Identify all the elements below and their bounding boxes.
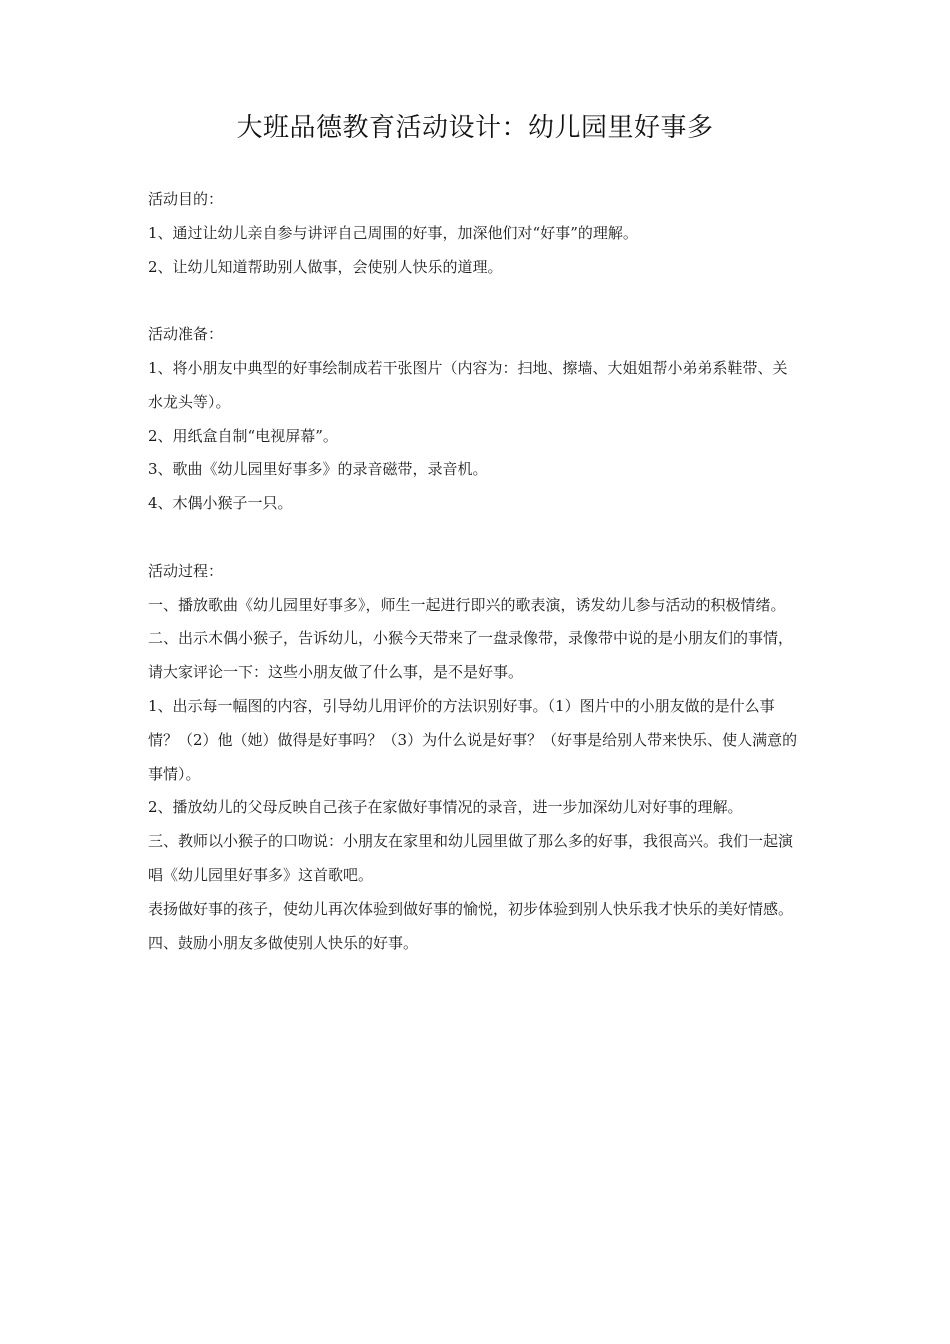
process-item: 2、播放幼儿的父母反映自己孩子在家做好事情况的录音，进一步加深幼儿对好事的理解。 [148,798,743,817]
process-item: 四、鼓励小朋友多做使别人快乐的好事。 [148,933,419,952]
document-body [148,183,800,960]
section-heading-goals: 活动目的： [148,190,224,208]
process-item: 表扬做好事的孩子，使幼儿再次体验到做好事的愉悦，初步体验到别人快乐我才快乐的美好情感。 [148,899,794,918]
process-item: 三、教师以小猴子的口吻说：小朋友在家里和幼儿园里做了那么多的好事，我很高兴。我们一起演唱《幼儿园里好事多》这首歌吧。 [148,832,794,884]
section-heading-process: 活动过程： [148,561,224,580]
preparation-item: 4、木偶小猴子一只。 [148,494,293,513]
process-item: 二、出示木偶小猴子，告诉幼儿，小猴今天带来了一盘录像带，录像带中说的是小朋友们的事情，请大家评论一下：这些小朋友做了什么事，是不是好事。 [148,629,794,682]
process-item: 1、出示每一幅图的内容，引导幼儿用评价的方法识别好事。（1）图片中的小朋友做的是什么事情？（2）他（她）做得是好事吗？（3）为什么说是好事？（好事是给别人带来快乐、使人满意的事情）。 [148,696,798,783]
preparation-item: 1、将小朋友中典型的好事绘制成若干张图片（内容为：扫地、擦墙、大姐姐帮小弟弟系鞋带、关水龙头等）。 [148,358,788,411]
process-item: 一、播放歌曲《幼儿园里好事多》，师生一起进行即兴的歌表演，诱发幼儿参与活动的积极情绪。 [148,595,786,614]
section-spacer [148,521,800,555]
section-spacer [148,284,800,318]
section-heading-preparation: 活动准备： [148,325,224,344]
document-title: 大班品德教育活动设计：幼儿园里好事多 [236,113,714,143]
goal-item: 1、通过让幼儿亲自参与讲评自己周围的好事，加深他们对“好事”的理解。 [148,223,638,242]
preparation-item: 2、用纸盒自制“电视屏幕”。 [148,426,338,445]
preparation-item: 3、歌曲《幼儿园里好事多》的录音磁带，录音机。 [148,460,488,479]
goal-item: 2、让幼儿知道帮助别人做事，会使别人快乐的道理。 [148,257,503,276]
